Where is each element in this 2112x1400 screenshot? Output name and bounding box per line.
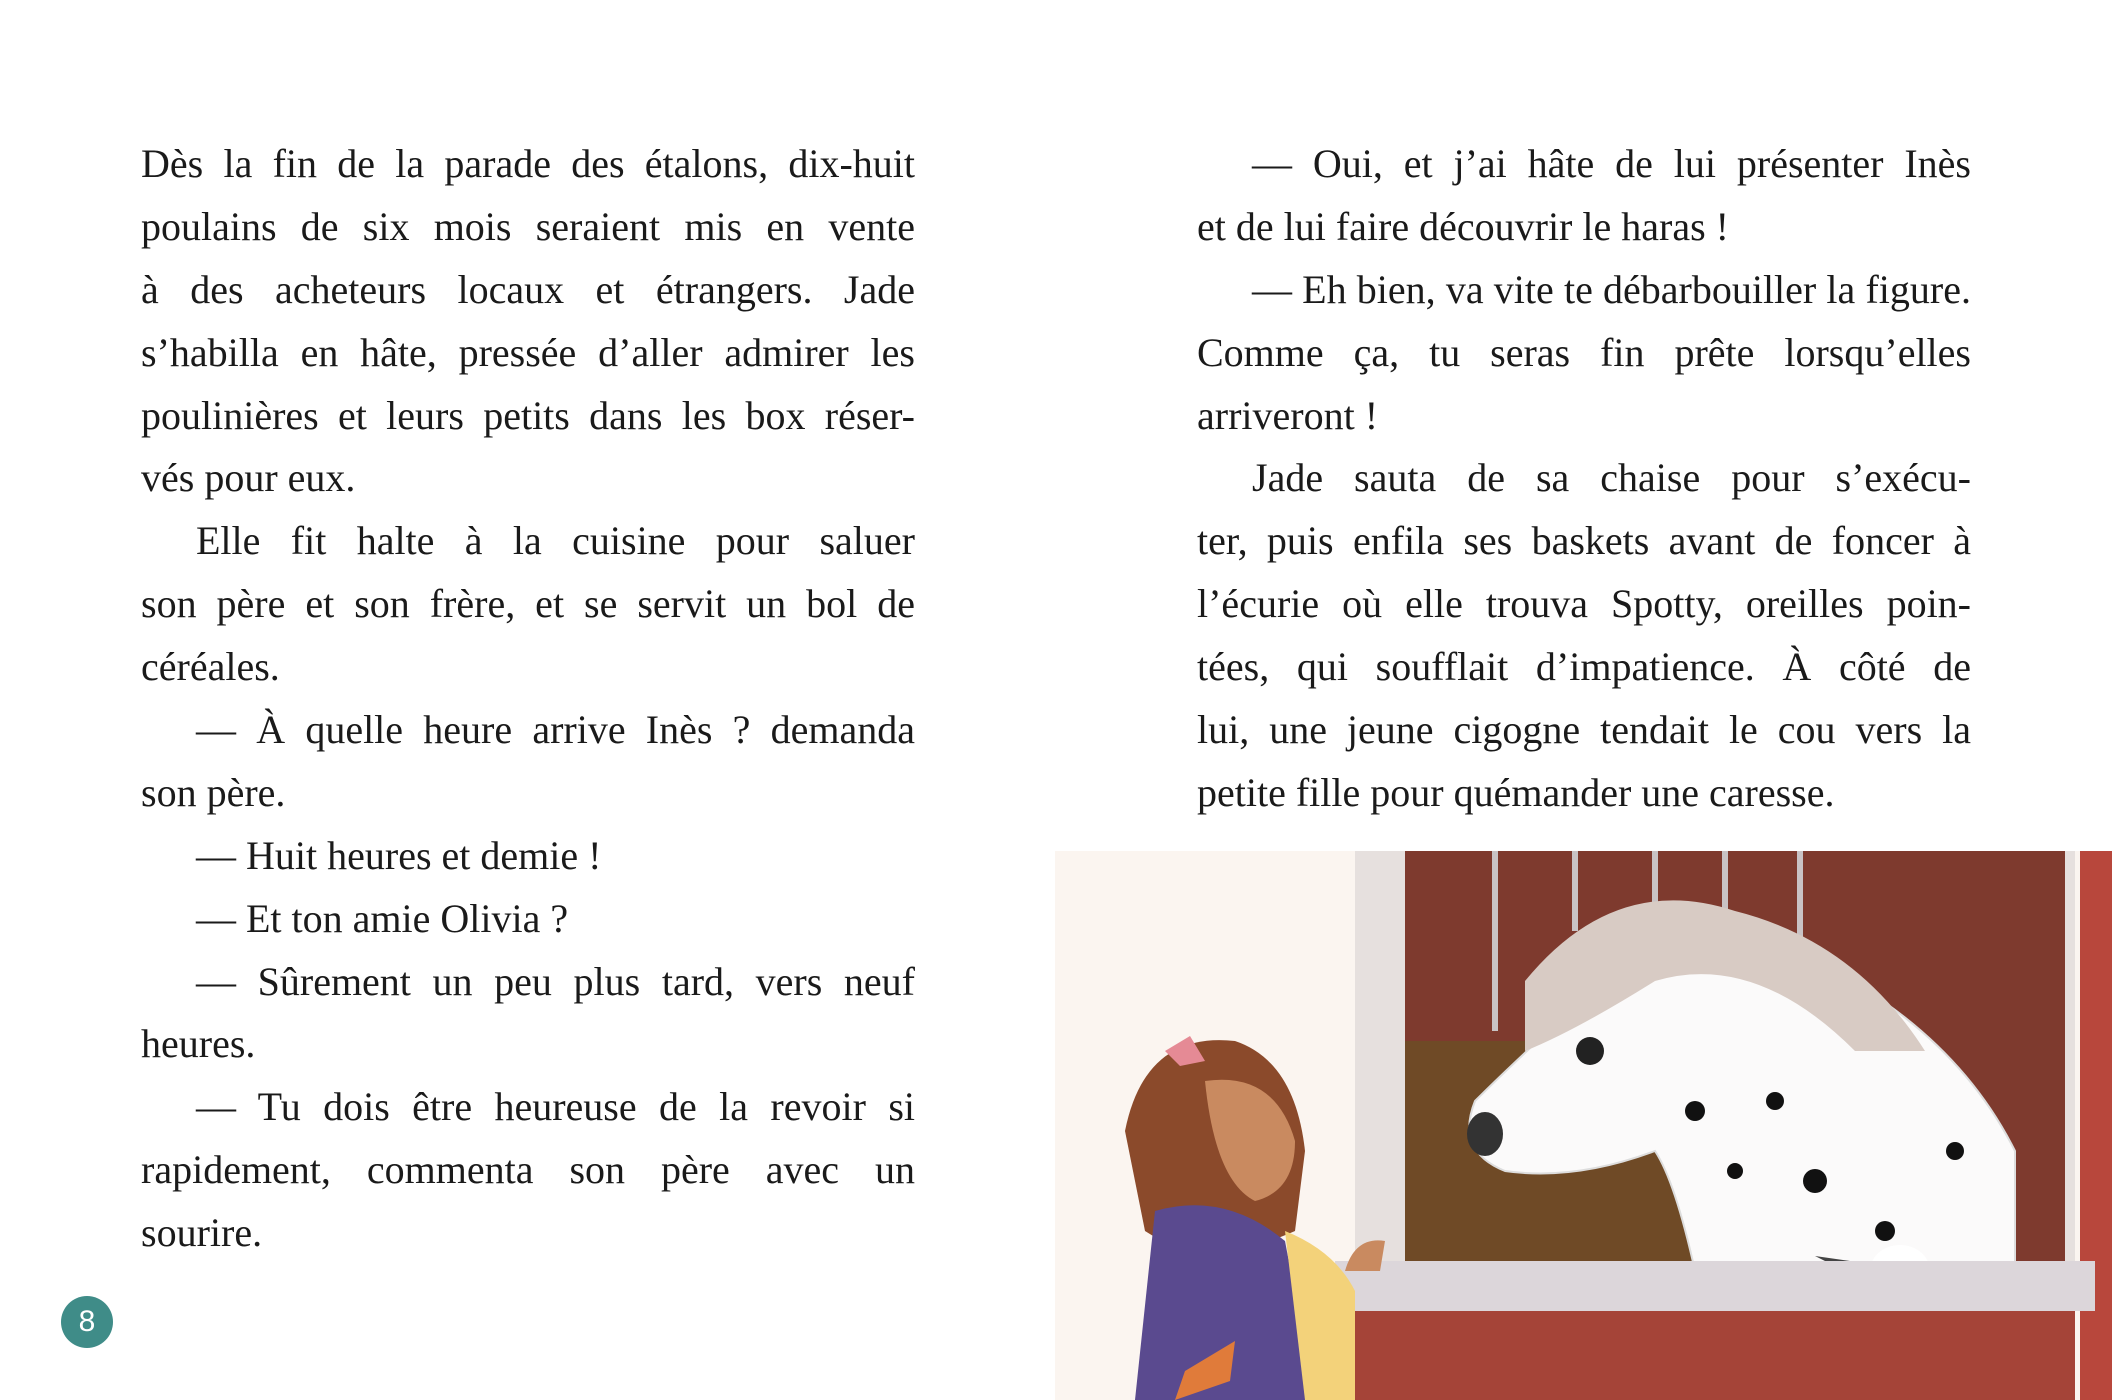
text-line: — Huit heures et demie ! bbox=[196, 832, 602, 878]
stall-door-lower bbox=[1355, 1311, 2075, 1400]
text-line: à des acheteurs locaux et étrangers. Jade bbox=[141, 266, 915, 312]
text-line: sourire. bbox=[141, 1210, 263, 1256]
text-line: l’écurie où elle trouva Spotty, oreilles poin- bbox=[1197, 581, 1971, 627]
text-line: ter, puis enfila ses baskets avant de foncer à bbox=[1197, 518, 1971, 564]
text-line: et de lui faire découvrir le haras ! bbox=[1197, 203, 1729, 249]
text-line: vés pour eux. bbox=[141, 455, 356, 501]
text-line: son père. bbox=[141, 769, 286, 815]
text-line: petite fille pour quémander une caresse. bbox=[1197, 769, 1835, 815]
text-line: poulinières et leurs petits dans les box réser- bbox=[141, 392, 915, 438]
right-text-column bbox=[1197, 133, 1971, 825]
text-line: son père et son frère, et se servit un bol de bbox=[141, 581, 915, 627]
text-line: — Et ton amie Olivia ? bbox=[196, 895, 569, 941]
text-line: poulains de six mois seraient mis en vente bbox=[141, 203, 915, 249]
text-line: — Oui, et j’ai hâte de lui présenter Inès bbox=[1252, 141, 1971, 186]
text-line: — À quelle heure arrive Inès ? demanda bbox=[196, 707, 915, 753]
text-line: lui, une jeune cigogne tendait le cou vers la bbox=[1197, 707, 1971, 753]
stall-ledge bbox=[1335, 1261, 2095, 1311]
text-line: Comme ça, tu seras fin prête lorsqu’elles bbox=[1197, 329, 1971, 375]
text-line: — Sûrement un peu plus tard, vers neuf bbox=[196, 958, 915, 1004]
text-line: rapidement, commenta son père avec un bbox=[141, 1147, 915, 1193]
text-line: Jade sauta de sa chaise pour s’exécu- bbox=[1252, 455, 1971, 501]
text-line: arriveront ! bbox=[1197, 392, 1379, 438]
text-line: s’habilla en hâte, pressée d’aller admirer les bbox=[141, 329, 915, 375]
text-line: — Eh bien, va vite te débarbouiller la figure. bbox=[1252, 266, 1971, 312]
left-text-column bbox=[141, 133, 915, 1265]
text-line: — Tu dois être heureuse de la revoir si bbox=[196, 1084, 915, 1130]
red-door bbox=[2080, 851, 2112, 1400]
page-number-badge: 8 bbox=[61, 1296, 113, 1348]
text-line: heures. bbox=[141, 1021, 256, 1067]
text-line: Elle fit halte à la cuisine pour saluer bbox=[196, 518, 915, 564]
text-line: tées, qui soufflait d’impatience. À côté de bbox=[1197, 644, 1971, 690]
text-line: céréales. bbox=[141, 644, 280, 690]
text-line: Dès la fin de la parade des étalons, dix-huit bbox=[141, 141, 915, 186]
illustration-girl-and-spotted-pony bbox=[1055, 851, 2112, 1400]
